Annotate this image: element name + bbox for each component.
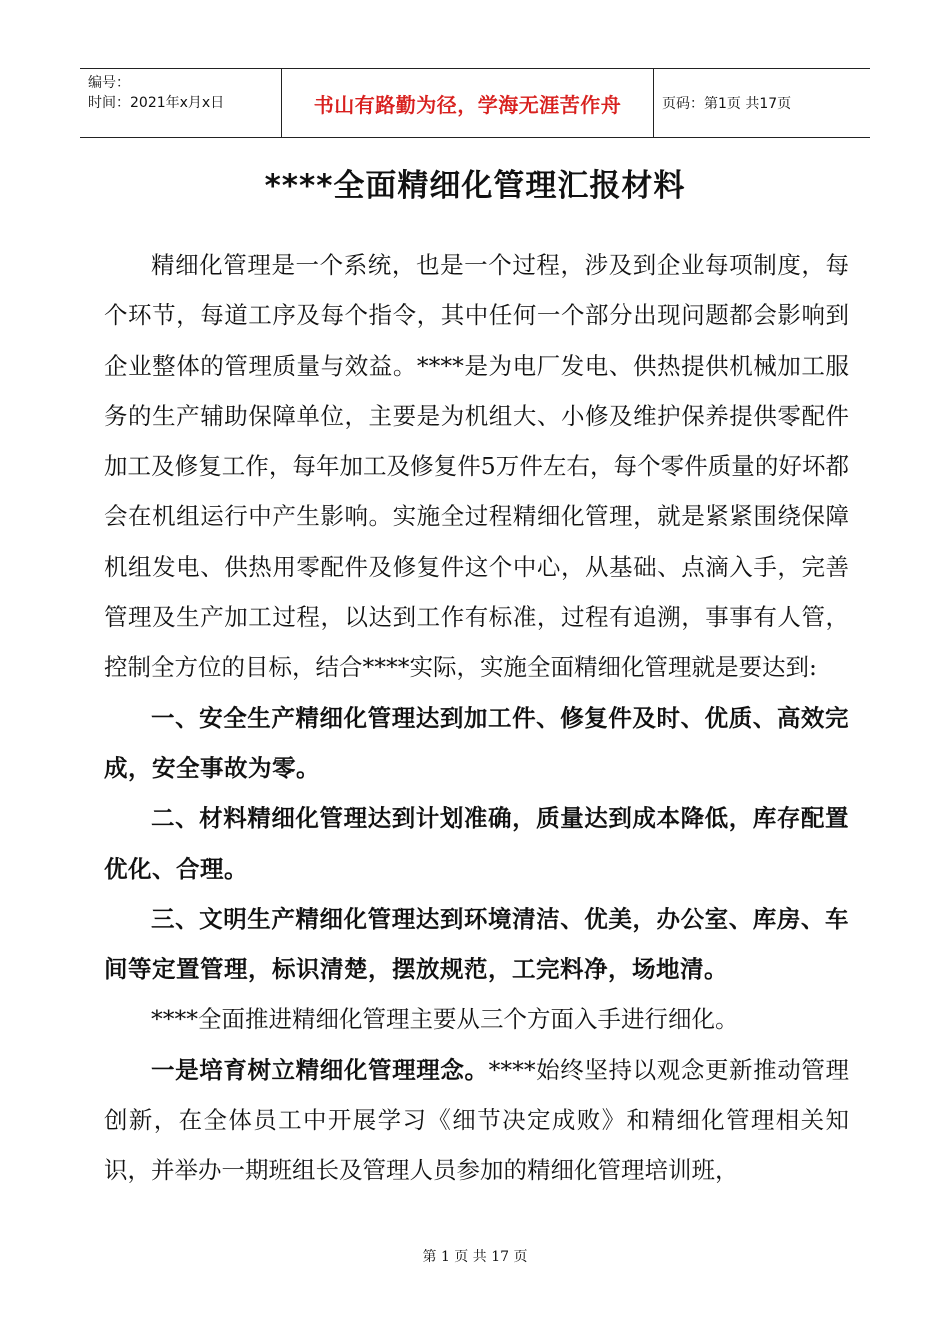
header-motto-cell xyxy=(282,69,654,137)
point-1-paragraph xyxy=(104,1045,849,1196)
goal-3-paragraph: 三、文明生产精细化管理达到环境清洁、优美，办公室、库房、车间等定置管理，标识清楚，摆放规范，工完料净，场地清。 xyxy=(104,904,849,984)
document-header xyxy=(80,68,870,138)
header-page-info-cell xyxy=(654,69,870,137)
header-meta xyxy=(80,69,282,137)
page-footer: 第 1 页 共 17 页 xyxy=(422,1249,528,1265)
point-1-text: ****始终坚持以观念更新推动管理创新，在全体员工中开展学习《细节决定成败》和精细化管理相关知识，并举办一期班组长及管理人员参加的精细化管理培训班， xyxy=(104,1055,850,1185)
goal-1-paragraph: 一、安全生产精细化管理达到加工件、修复件及时、优质、高效完成，安全事故为零。 xyxy=(104,703,849,782)
document-time: 时间：2021年x月x日 xyxy=(88,95,225,111)
summary-paragraph: ****全面推进精细化管理主要从三个方面入手进行细化。 xyxy=(151,1005,739,1034)
document-number-label: 编号： xyxy=(88,75,130,91)
document-body xyxy=(104,240,849,1196)
intro-paragraph: 精细化管理是一个系统，也是一个过程，涉及到企业每项制度，每个环节，每道工序及每个指令，其中任何一个部分出现问题都会影响到企业整体的管理质量与效益。****是为电厂发电、供热提供机械加工服务的生产辅助保障单位，主要是为机组大、小修及维护保养提供零配件加工及修复工作，每年加工及修复件5万件左右，每个零件质量的好坏都会在机组运行中产生影响。实施全过程精细化管理，就是紧紧围绕保障机组发电、供热用零配件及修复件这个中心，从基础、点滴入手，完善管理及生产加工过程，以达到工作有标准，过程有追溯，事事有人管，控制全方位的目标，结合****实际，实施全面精细化管理就是要达到: xyxy=(104,251,849,682)
point-1-heading: 一是培育树立精细化管理理念。 xyxy=(151,1055,489,1084)
goal-2-paragraph: 二、材料精细化管理达到计划准确，质量达到成本降低，库存配置优化、合理。 xyxy=(104,804,849,883)
header-motto: 书山有路勤为径，学海无涯苦作舟 xyxy=(313,92,622,117)
header-page-info: 页码：第1页 共17页 xyxy=(662,96,792,112)
page-title: ****全面精细化管理汇报材料 xyxy=(264,168,686,204)
